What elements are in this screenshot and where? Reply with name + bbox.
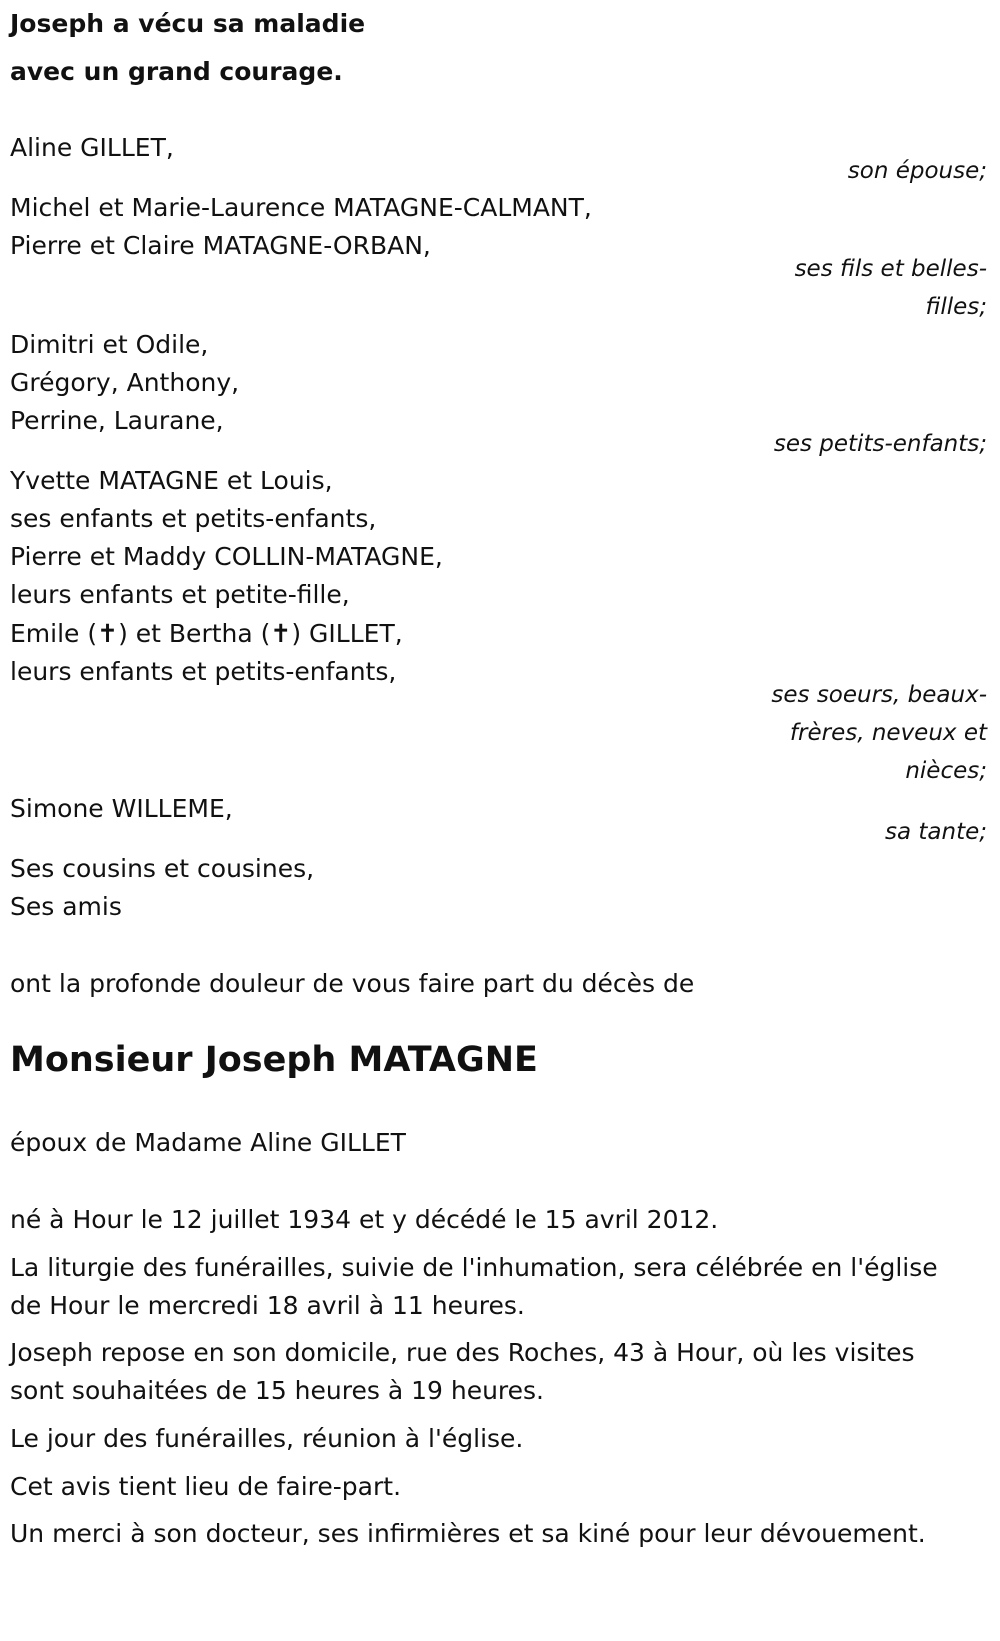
intro-line-1: Joseph a vécu sa maladie xyxy=(10,9,366,38)
sibling-line-3: Pierre et Maddy COLLIN-MATAGNE, xyxy=(10,542,443,571)
grandchild-line-1: Dimitri et Odile, xyxy=(10,330,209,359)
sibling-line-5 xyxy=(10,615,403,653)
sibling-line-5-part-3: ) GILLET, xyxy=(291,619,403,648)
wife-role: son épouse; xyxy=(847,158,987,184)
sons-role-line-1: ses fils et belles- xyxy=(794,256,987,282)
intro-line-2: avec un grand courage. xyxy=(10,57,343,86)
meeting-line: Le jour des funérailles, réunion à l'église. xyxy=(10,1424,524,1453)
cross-icon: ✝ xyxy=(97,619,119,648)
sibling-line-5-part-2: ) et Bertha ( xyxy=(118,619,271,648)
thanks-line: Un merci à son docteur, ses infirmières et sa kiné pour leur dévouement. xyxy=(10,1519,926,1548)
aunt-name: Simone WILLEME, xyxy=(10,794,233,823)
spouse-line: époux de Madame Aline GILLET xyxy=(10,1128,406,1157)
grandchild-line-3: Perrine, Laurane, xyxy=(10,406,224,435)
funeral-line-1: La liturgie des funérailles, suivie de l'inhumation, sera célébrée en l'église xyxy=(10,1253,938,1282)
announcement: ont la profonde douleur de vous faire part du décès de xyxy=(10,969,695,998)
cross-icon: ✝ xyxy=(270,619,292,648)
grandchildren-role: ses petits-enfants; xyxy=(773,431,987,457)
birth-death-line: né à Hour le 12 juillet 1934 et y décédé le 15 avril 2012. xyxy=(10,1205,719,1234)
funeral-line-2: de Hour le mercredi 18 avril à 11 heures. xyxy=(10,1291,525,1320)
sibling-line-1: Yvette MATAGNE et Louis, xyxy=(10,466,333,495)
visit-line-2: sont souhaitées de 15 heures à 19 heures. xyxy=(10,1376,545,1405)
cousins-line: Ses cousins et cousines, xyxy=(10,854,315,883)
visit-line-1: Joseph repose en son domicile, rue des Roches, 43 à Hour, où les visites xyxy=(10,1338,915,1367)
sibling-line-6: leurs enfants et petits-enfants, xyxy=(10,657,397,686)
siblings-role-line-1: ses soeurs, beaux- xyxy=(771,682,987,708)
friends-line: Ses amis xyxy=(10,892,122,921)
son-line-1: Michel et Marie-Laurence MATAGNE-CALMANT, xyxy=(10,193,592,222)
notice-line: Cet avis tient lieu de faire-part. xyxy=(10,1472,402,1501)
sibling-line-2: ses enfants et petits-enfants, xyxy=(10,504,377,533)
aunt-role: sa tante; xyxy=(885,819,987,845)
grandchild-line-2: Grégory, Anthony, xyxy=(10,368,240,397)
sibling-line-4: leurs enfants et petite-fille, xyxy=(10,580,350,609)
siblings-role-line-2: frères, neveux et xyxy=(789,720,987,746)
sons-role-line-2: filles; xyxy=(925,294,987,320)
son-line-2: Pierre et Claire MATAGNE-ORBAN, xyxy=(10,231,431,260)
wife-name: Aline GILLET, xyxy=(10,133,174,162)
deceased-name: Monsieur Joseph MATAGNE xyxy=(10,1040,538,1080)
siblings-role-line-3: nièces; xyxy=(905,758,987,784)
sibling-line-5-part-1: Emile ( xyxy=(10,619,98,648)
